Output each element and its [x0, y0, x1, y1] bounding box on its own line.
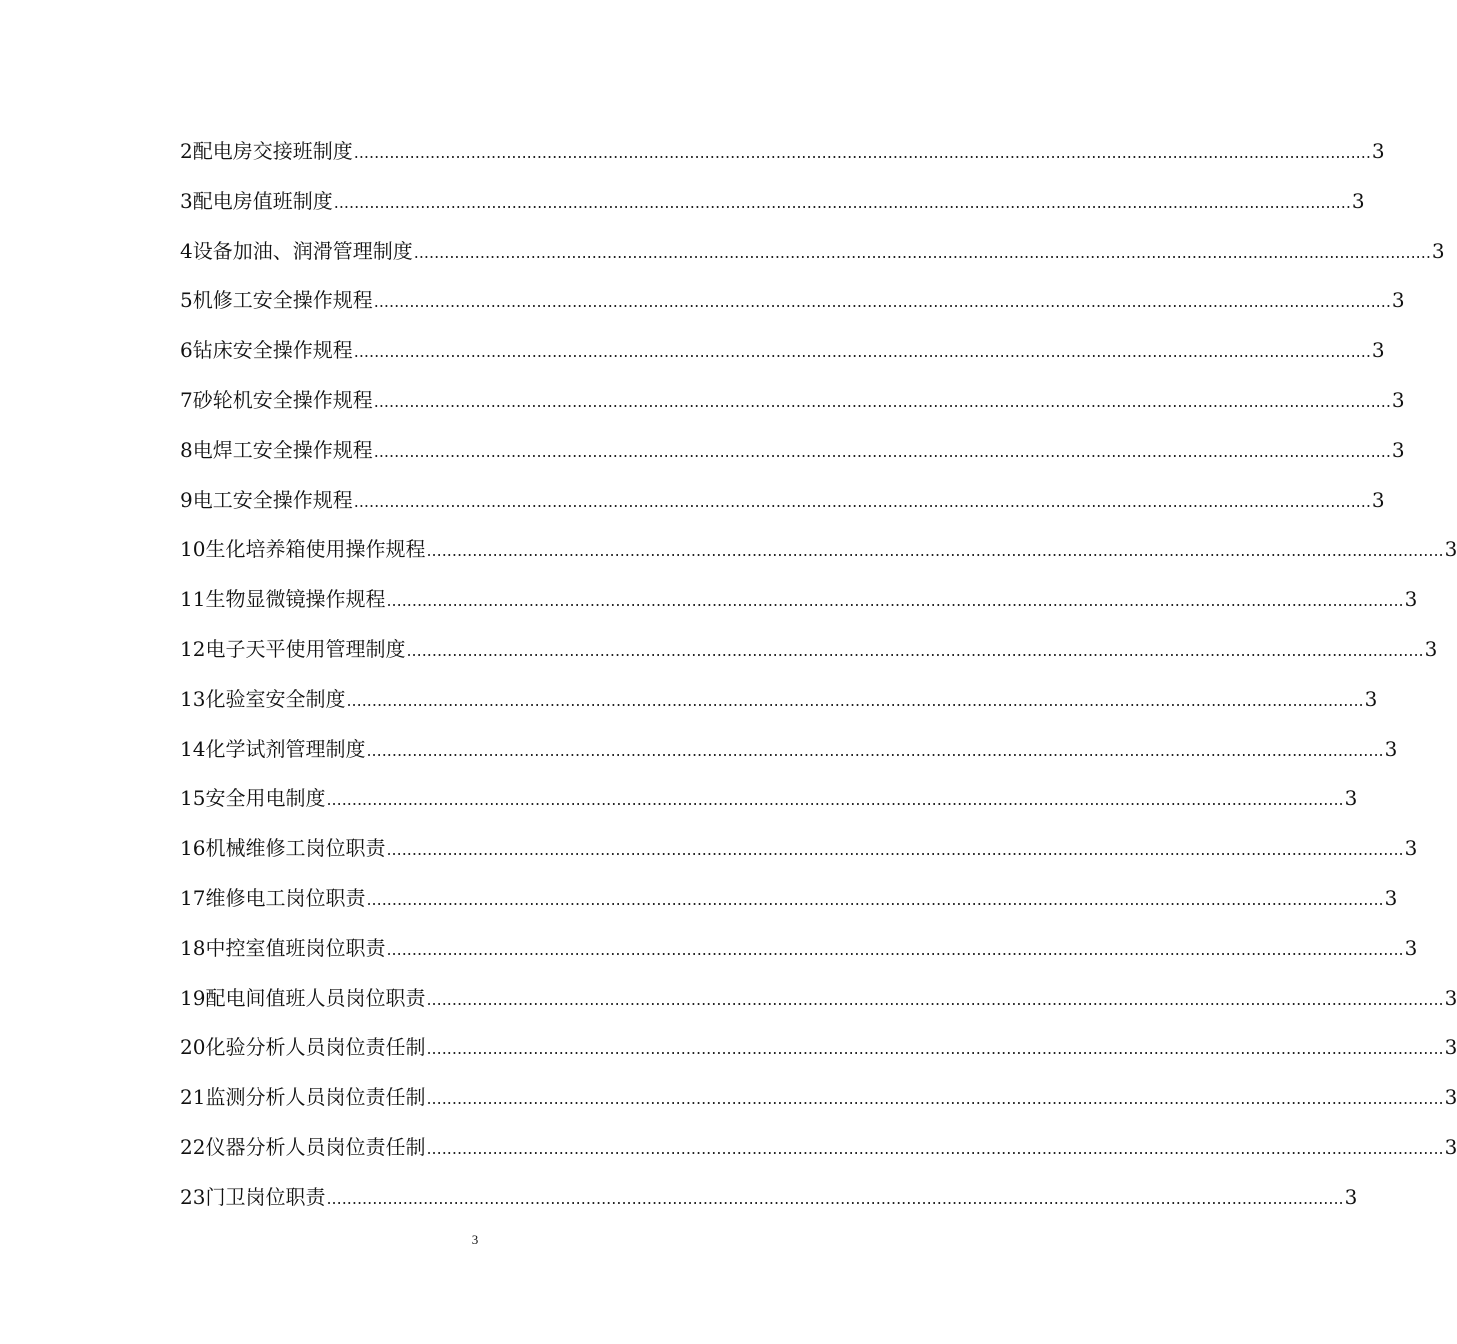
toc-entry[interactable] — [180, 282, 1405, 332]
toc-entry-title: 安全用电制度 — [205, 786, 326, 811]
toc-entry-page: 3 — [1404, 935, 1418, 960]
toc-entry-number: 11 — [180, 587, 206, 612]
toc-entry-title: 砂轮机安全操作规程 — [192, 387, 373, 412]
toc-entry-page: 3 — [1371, 487, 1385, 512]
toc-entry-title: 维修电工岗位职责 — [205, 885, 366, 910]
toc-entry[interactable] — [180, 780, 1358, 830]
toc-entry-title: 化验分析人员岗位责任制 — [205, 1035, 426, 1060]
dot-leader: ........................................................................................................................................................................................................ — [386, 840, 1404, 860]
dot-leader: ........................................................................................................................................................................................................ — [386, 939, 1404, 959]
dot-leader: ........................................................................................................................................................................................................ — [353, 143, 1371, 162]
toc-entry-title: 监测分析人员岗位责任制 — [205, 1085, 426, 1110]
dot-leader: ........................................................................................................................................................................................................ — [406, 640, 1424, 660]
toc-entry-page: 3 — [1391, 387, 1405, 412]
dot-leader: ........................................................................................................................................................................................................ — [326, 790, 1344, 810]
toc-entry-page: 3 — [1424, 636, 1438, 661]
dot-leader: ........................................................................................................................................................................................................ — [353, 491, 1371, 511]
toc-entry[interactable] — [180, 1079, 1457, 1129]
dot-leader: ........................................................................................................................................................................................................ — [426, 989, 1444, 1009]
toc-entry-title: 电子天平使用管理制度 — [205, 636, 406, 661]
toc-entry-number: 22 — [180, 1134, 206, 1159]
toc-entry-title: 中控室值班岗位职责 — [205, 935, 386, 960]
toc-entry[interactable] — [180, 980, 1457, 1030]
toc-entry-page: 3 — [1364, 686, 1378, 711]
toc-entry[interactable] — [180, 482, 1385, 532]
toc-entry-page: 3 — [1351, 188, 1365, 213]
toc-entry-page: 3 — [1444, 1035, 1457, 1060]
toc-entry[interactable] — [180, 531, 1457, 581]
table-of-contents — [180, 133, 1457, 1229]
dot-leader: ........................................................................................................................................................................................................ — [373, 441, 1391, 461]
toc-entry[interactable] — [180, 1179, 1358, 1229]
toc-entry-number: 13 — [180, 686, 206, 711]
toc-entry-page: 3 — [1391, 437, 1405, 462]
toc-entry-title: 配电房值班制度 — [192, 188, 333, 213]
toc-entry[interactable] — [180, 581, 1418, 631]
dot-leader: ........................................................................................................................................................................................................ — [386, 591, 1404, 611]
toc-entry[interactable] — [180, 631, 1438, 681]
toc-entry-page: 3 — [1344, 786, 1358, 811]
dot-leader: ........................................................................................................................................................................................................ — [413, 242, 1431, 262]
page-number-footer: 3 — [471, 1232, 479, 1247]
toc-entry-title: 仪器分析人员岗位责任制 — [205, 1134, 426, 1159]
toc-entry[interactable] — [180, 233, 1445, 283]
dot-leader: ........................................................................................................................................................................................................ — [426, 1138, 1444, 1158]
toc-entry-number: 9 — [180, 487, 193, 512]
toc-entry[interactable] — [180, 133, 1385, 183]
dot-leader: ........................................................................................................................................................................................................ — [426, 1039, 1444, 1059]
toc-entry-title: 电工安全操作规程 — [192, 487, 353, 512]
toc-entry-number: 17 — [180, 885, 206, 910]
dot-leader: ........................................................................................................................................................................................................ — [326, 1188, 1344, 1208]
toc-entry-number: 8 — [180, 437, 193, 462]
toc-entry[interactable] — [180, 1029, 1457, 1079]
toc-entry-title: 钻床安全操作规程 — [192, 338, 353, 363]
toc-entry-page: 3 — [1444, 1134, 1457, 1159]
toc-entry[interactable] — [180, 681, 1378, 731]
dot-leader: ........................................................................................................................................................................................................ — [353, 342, 1371, 362]
toc-entry-number: 6 — [180, 338, 193, 363]
toc-entry-title: 门卫岗位职责 — [205, 1184, 326, 1209]
toc-entry-page: 3 — [1384, 885, 1398, 910]
toc-entry-page: 3 — [1444, 1085, 1457, 1110]
toc-entry-page: 3 — [1371, 338, 1385, 363]
toc-entry-page: 3 — [1384, 736, 1398, 761]
dot-leader: ........................................................................................................................................................................................................ — [373, 292, 1391, 312]
toc-entry-number: 15 — [180, 786, 206, 811]
toc-entry[interactable] — [180, 183, 1365, 233]
toc-entry-number: 23 — [180, 1184, 206, 1209]
toc-entry-page: 3 — [1391, 288, 1405, 313]
toc-entry-page: 3 — [1404, 587, 1418, 612]
toc-entry[interactable] — [180, 382, 1405, 432]
toc-entry-number: 20 — [180, 1035, 206, 1060]
dot-leader: ........................................................................................................................................................................................................ — [333, 192, 1351, 212]
toc-entry-title: 配电间值班人员岗位职责 — [205, 985, 426, 1010]
toc-entry-page: 3 — [1444, 537, 1457, 562]
toc-entry-number: 7 — [180, 387, 193, 412]
toc-entry-number: 5 — [180, 288, 193, 313]
toc-entry-page: 3 — [1371, 139, 1385, 163]
toc-entry-title: 配电房交接班制度 — [192, 139, 353, 163]
toc-entry-number: 19 — [180, 985, 206, 1010]
dot-leader: ........................................................................................................................................................................................................ — [373, 391, 1391, 411]
toc-entry-number: 21 — [180, 1085, 206, 1110]
dot-leader: ........................................................................................................................................................................................................ — [426, 541, 1444, 561]
toc-entry-number: 3 — [180, 188, 193, 213]
toc-entry-title: 机修工安全操作规程 — [192, 288, 373, 313]
toc-entry-title: 电焊工安全操作规程 — [192, 437, 373, 462]
toc-entry-number: 2 — [180, 139, 193, 163]
toc-entry-title: 生物显微镜操作规程 — [205, 587, 386, 612]
toc-entry-number: 10 — [180, 537, 206, 562]
toc-entry-title: 生化培养箱使用操作规程 — [205, 537, 426, 562]
toc-entry-number: 18 — [180, 935, 206, 960]
toc-entry[interactable] — [180, 1129, 1457, 1179]
toc-entry-page: 3 — [1344, 1184, 1358, 1209]
toc-entry-title: 设备加油、润滑管理制度 — [192, 238, 413, 263]
toc-entry[interactable] — [180, 930, 1418, 980]
toc-entry-title: 化验室安全制度 — [205, 686, 346, 711]
toc-entry-title: 化学试剂管理制度 — [205, 736, 366, 761]
dot-leader: ........................................................................................................................................................................................................ — [366, 889, 1384, 909]
toc-entry-number: 14 — [180, 736, 206, 761]
toc-entry[interactable] — [180, 731, 1398, 781]
dot-leader: ........................................................................................................................................................................................................ — [346, 690, 1364, 710]
toc-entry[interactable] — [180, 432, 1405, 482]
dot-leader: ........................................................................................................................................................................................................ — [426, 1089, 1444, 1109]
toc-entry-number: 12 — [180, 636, 206, 661]
toc-entry-page: 3 — [1404, 836, 1418, 861]
toc-entry[interactable] — [180, 332, 1385, 382]
toc-entry-number: 4 — [180, 238, 193, 263]
toc-entry[interactable] — [180, 830, 1418, 880]
dot-leader: ........................................................................................................................................................................................................ — [366, 740, 1384, 760]
toc-entry-title: 机械维修工岗位职责 — [205, 836, 386, 861]
toc-entry-number: 16 — [180, 836, 206, 861]
toc-entry[interactable] — [180, 880, 1398, 930]
toc-entry-page: 3 — [1431, 238, 1445, 263]
toc-entry-page: 3 — [1444, 985, 1457, 1010]
